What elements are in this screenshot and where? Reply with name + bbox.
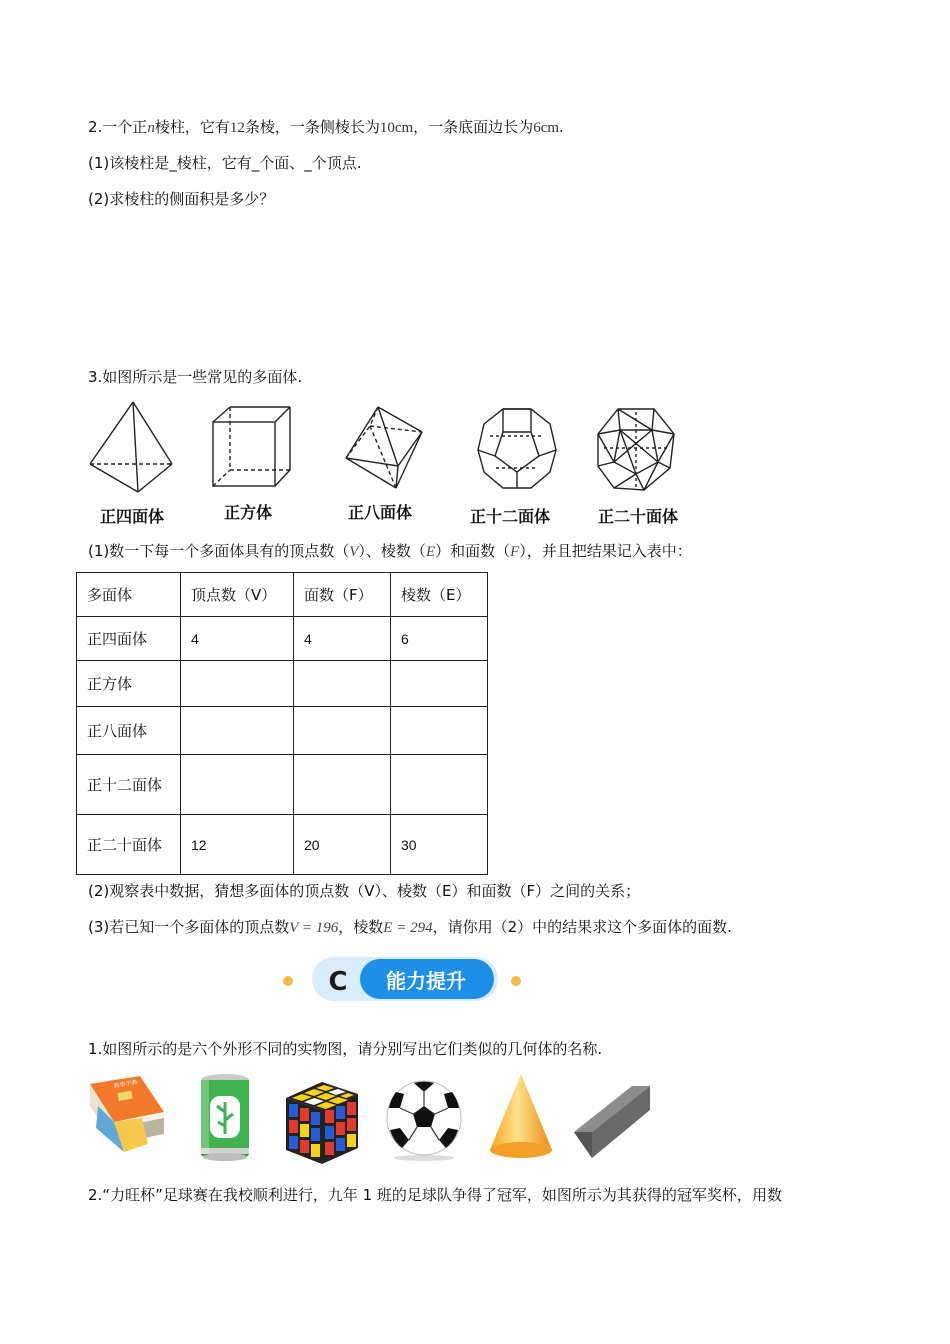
q2-side-length: 10cm (379, 120, 414, 136)
q2-line (88, 116, 564, 139)
banner-letter: C (328, 967, 348, 997)
q3-sub3-text: ，棱数 (338, 918, 384, 936)
q2-n-symbol: n (147, 120, 155, 136)
table-header: 面数（F） (294, 573, 391, 617)
table-cell (294, 661, 391, 707)
q3-sub3 (88, 916, 732, 939)
table-header: 多面体 (77, 573, 181, 617)
table-cell: 正方体 (77, 661, 181, 707)
cube-figure (210, 404, 294, 490)
dodecahedron-figure (476, 406, 558, 492)
polyhedra-figure (80, 398, 700, 530)
table-cell: 正二十面体 (77, 815, 181, 875)
q3-sub1-text: ）和面数（ (435, 542, 511, 560)
table-cell (181, 661, 294, 707)
tetrahedron-figure (86, 398, 176, 498)
banner-dot-left (283, 976, 293, 986)
table-cell: 6 (391, 617, 488, 661)
shape-label-octahedron: 正八面体 (348, 503, 413, 522)
q3-sub3-text: ，请你用（2）中的结果求这个多面体的面数. (432, 918, 732, 936)
q3-symbol-v: V (349, 544, 359, 560)
c2-text: 2.“力旺杯”足球赛在我校顺利进行，九年 1 班的足球队争得了冠军，如图所示为其获得的冠军奖杯，用数 (88, 1186, 782, 1204)
table-row (77, 707, 488, 755)
table-cell (391, 661, 488, 707)
table-cell: 正四面体 (77, 617, 181, 661)
banner-title: 能力提升 (386, 969, 466, 993)
q3-sub1-text: (1)数一下每一个多面体具有的顶点数（ (88, 542, 350, 560)
q3-sub3-vertices: V = 196 (289, 920, 339, 936)
table-cell (294, 707, 391, 755)
q2-end: . (559, 118, 564, 136)
table-header: 顶点数（V） (181, 573, 294, 617)
table-header: 棱数（E） (391, 573, 488, 617)
table-cell: 30 (391, 815, 488, 875)
octahedron-figure (342, 404, 426, 492)
table-cell: 4 (181, 617, 294, 661)
table-row (77, 755, 488, 815)
q3-sub1 (88, 540, 692, 563)
book-title: 新华字典 (113, 1078, 138, 1090)
table-cell (181, 707, 294, 755)
q3-sub1-text: ），并且把结果记入表中： (519, 542, 692, 560)
section-banner (200, 955, 610, 1005)
shape-label-dodecahedron: 正十二面体 (470, 507, 551, 526)
banner-dot-right (511, 976, 521, 986)
q3-sub3-text: (3)若已知一个多面体的顶点数 (88, 918, 290, 936)
rubiks-cube-icon (282, 1078, 362, 1168)
q2-text: 棱柱，它有 (154, 118, 230, 136)
q2-sub2: (2)求棱柱的侧面积是多少？ (88, 190, 275, 208)
q3-sub3-edges: E = 294 (383, 920, 433, 936)
shape-label-cube: 正方体 (224, 503, 273, 522)
q3-symbol-f: F (510, 544, 520, 560)
table-cell: 20 (294, 815, 391, 875)
table-cell (391, 755, 488, 815)
table-row (77, 617, 488, 661)
polyhedra-table (76, 572, 488, 875)
q3-sub1-text: ）、棱数（ (358, 542, 426, 560)
c1-text: 1.如图所示的是六个外形不同的实物图，请分别写出它们类似的几何体的名称. (88, 1040, 603, 1058)
table-row (77, 815, 488, 875)
q3-symbol-e: E (425, 544, 436, 560)
table-cell: 12 (181, 815, 294, 875)
q2-base-length: 6cm (533, 120, 560, 136)
table-cell: 正十二面体 (77, 755, 181, 815)
table-cell (391, 707, 488, 755)
table-cell: 正八面体 (77, 707, 181, 755)
soccer-ball-icon (384, 1078, 464, 1162)
table-cell (294, 755, 391, 815)
q2-prefix: 2.一个正 (88, 118, 148, 136)
table-cell (181, 755, 294, 815)
q3-intro: 3.如图所示是一些常见的多面体. (88, 368, 303, 386)
triangular-prism-icon (570, 1080, 656, 1160)
objects-figure (84, 1072, 664, 1168)
q2-text: ，一条底面边长为 (413, 118, 534, 136)
shape-label-tetrahedron: 正四面体 (100, 507, 165, 526)
table-row (77, 661, 488, 707)
icosahedron-figure (594, 404, 678, 494)
can-icon (196, 1072, 254, 1164)
shape-label-icosahedron: 正二十面体 (598, 507, 679, 526)
q2-edges-number: 12 (229, 120, 245, 136)
book-icon (84, 1072, 168, 1162)
cone-icon (486, 1072, 556, 1164)
q2-text: 条棱，一条侧棱长为 (244, 118, 380, 136)
q3-sub2: (2)观察表中数据，猜想多面体的顶点数（V）、棱数（E）和面数（F）之间的关系； (88, 882, 641, 900)
table-cell: 4 (294, 617, 391, 661)
table-header-row (77, 573, 488, 617)
q2-sub1: (1)该棱柱是_棱柱，它有_个面、_个顶点. (88, 154, 362, 172)
